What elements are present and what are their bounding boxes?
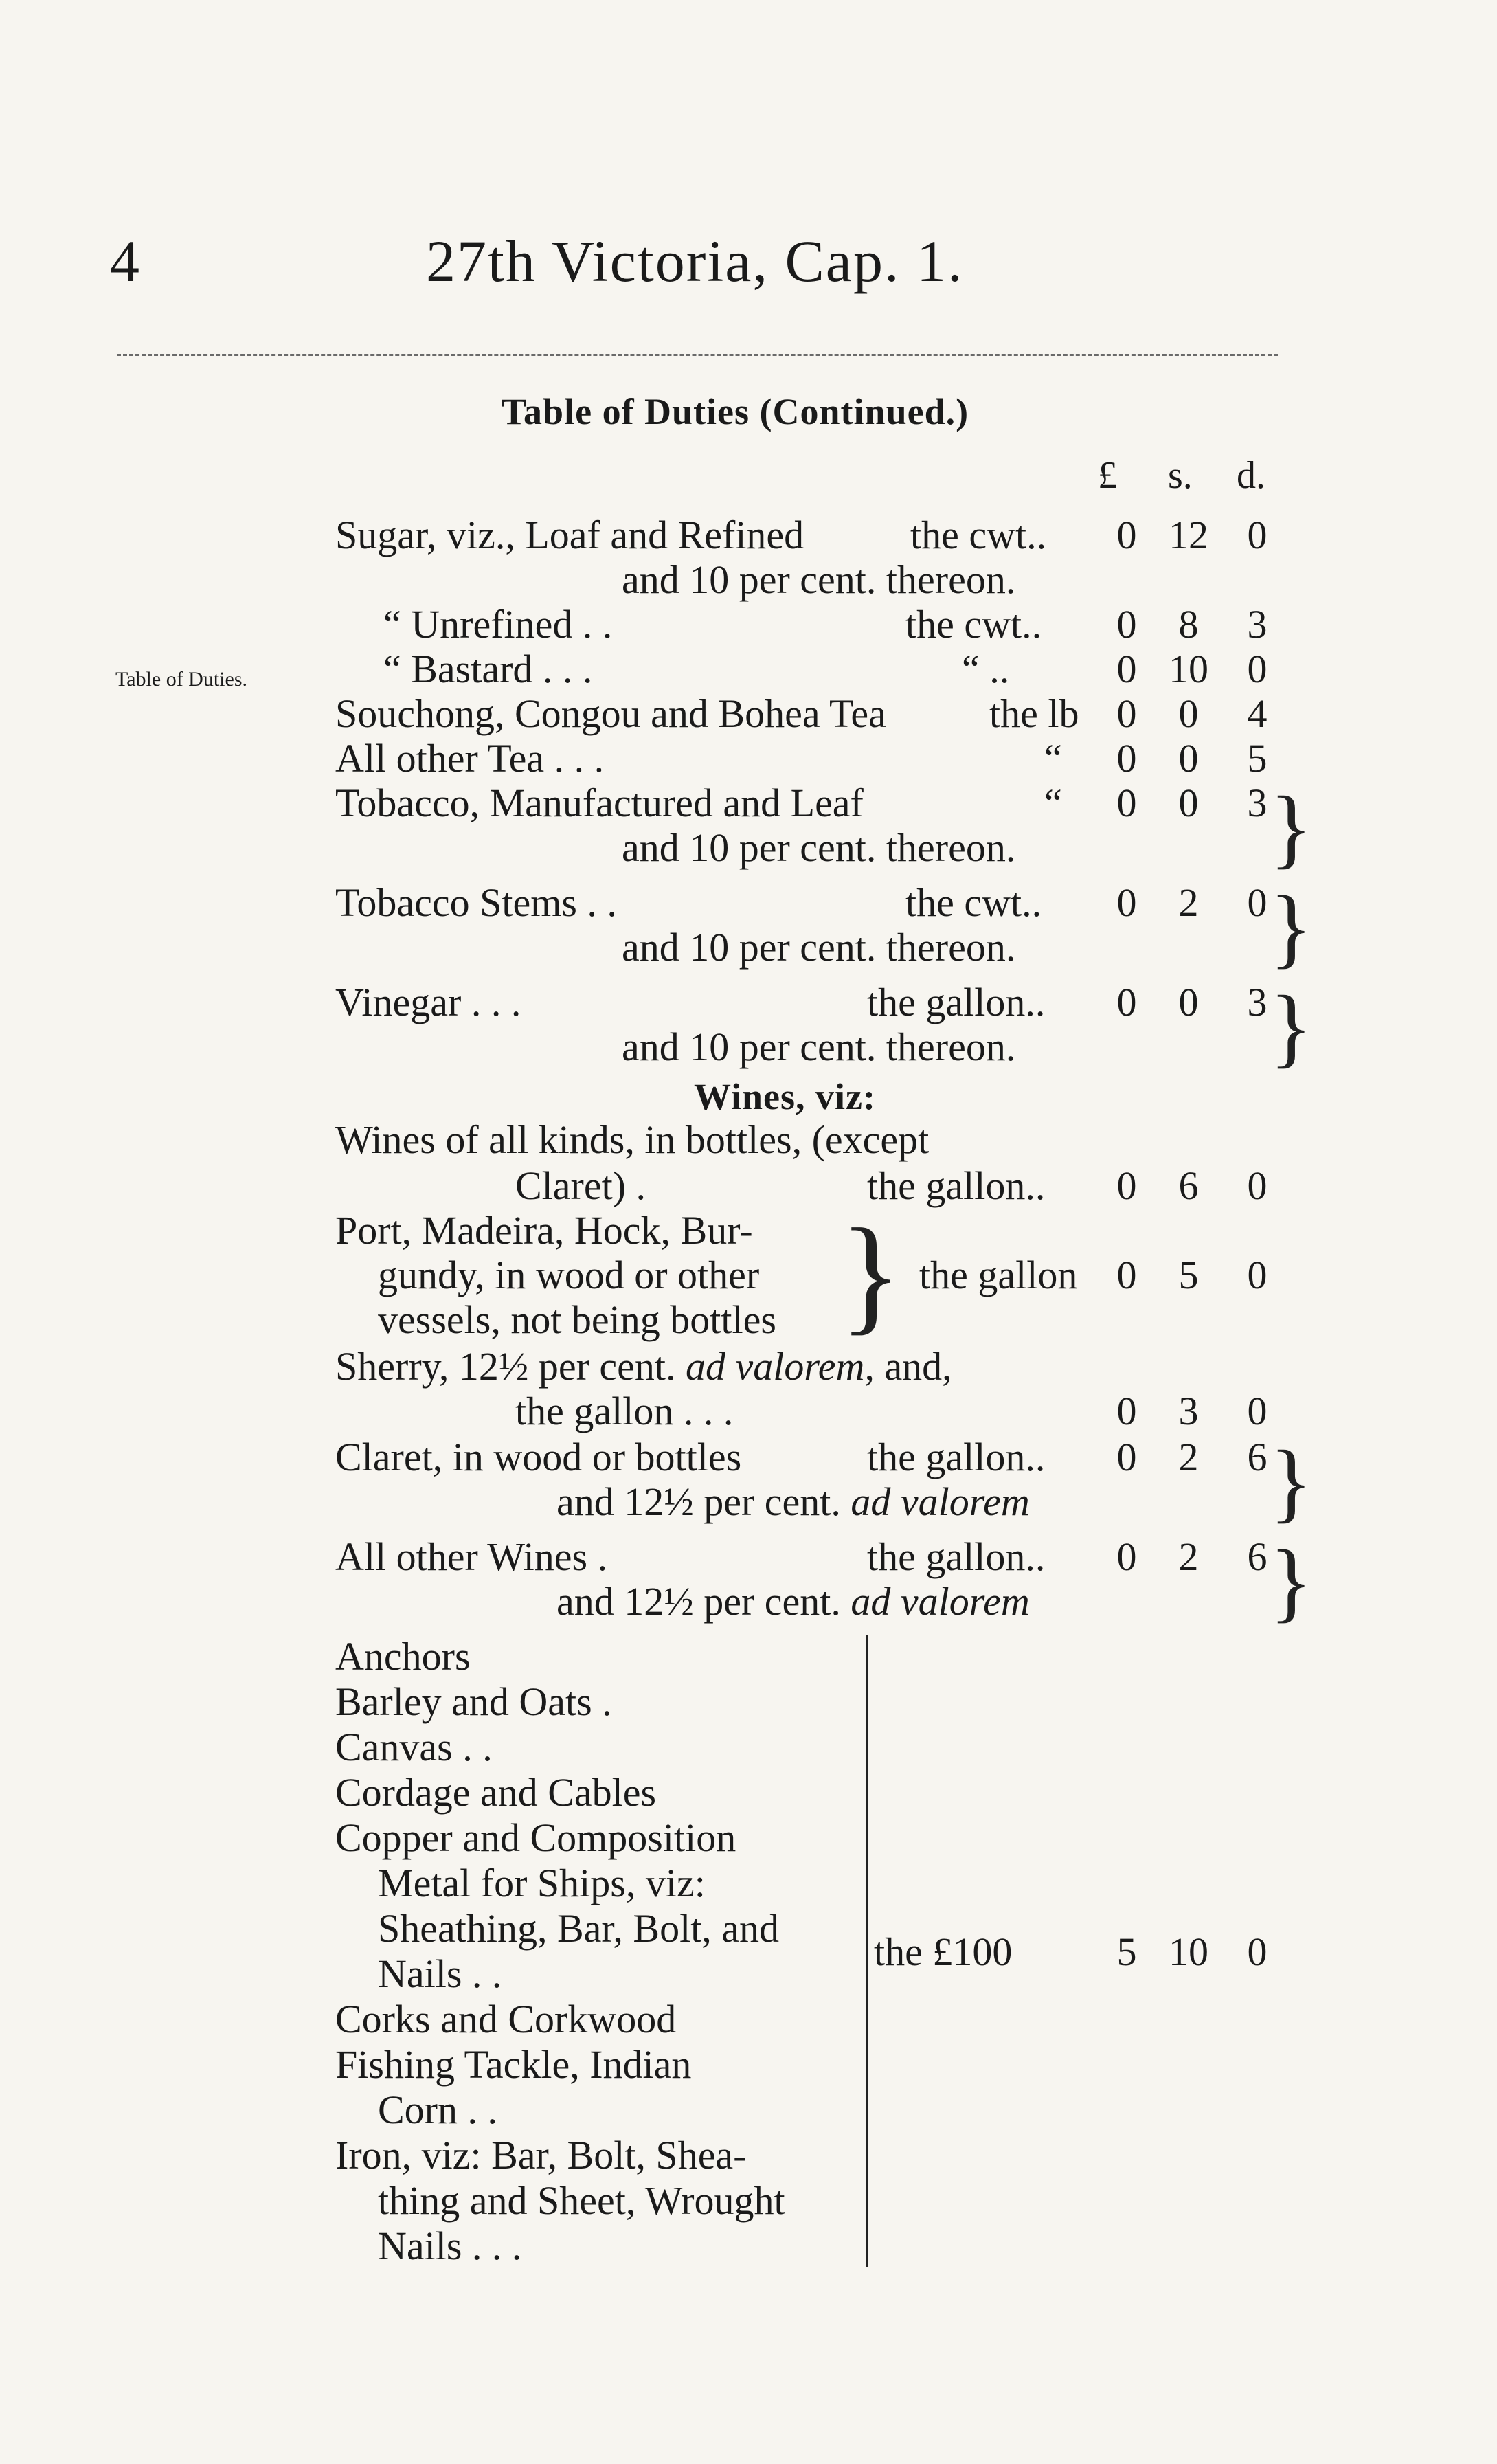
wine-shillings: 6 (1178, 1163, 1199, 1208)
group-item: Corn . . (378, 2087, 497, 2132)
entry-pence: 0 (1247, 880, 1268, 925)
entry-shillings: 12 (1169, 513, 1208, 557)
wine-pounds: 0 (1116, 1389, 1137, 1433)
wine-extra (556, 1579, 1030, 1624)
entry-item: Sugar, viz., Loaf and Refined (335, 513, 804, 557)
col-head-pence: d. (1237, 454, 1265, 497)
group-item: Corks and Corkwood (335, 1997, 677, 2041)
group-item: Nails . . . (378, 2224, 522, 2268)
entry-pence: 3 (1247, 602, 1268, 647)
entry-shillings: 0 (1178, 980, 1199, 1024)
entry-shillings: 8 (1178, 602, 1199, 647)
wine-item: the gallon . . . (515, 1389, 734, 1433)
group-item: Sheathing, Bar, Bolt, and (378, 1906, 780, 1951)
right-brace: } (1270, 779, 1313, 877)
wine-pounds: 0 (1116, 1253, 1137, 1297)
sherry-ad-valorem: ad valorem, (686, 1344, 875, 1389)
entry-extra: and 10 per cent. thereon. (622, 1024, 1016, 1069)
group-pounds: 5 (1116, 1929, 1137, 1974)
entry-item: Souchong, Congou and Bohea Tea (335, 691, 886, 736)
wine-item: gundy, in wood or other (378, 1253, 760, 1297)
entry-item: All other Tea . . . (335, 736, 605, 781)
wine-item: Port, Madeira, Hock, Bur- (335, 1208, 753, 1253)
group-item: Fishing Tackle, Indian (335, 2042, 692, 2087)
wine-item: vessels, not being bottles (378, 1297, 776, 1342)
wine-item: Claret) . (515, 1163, 646, 1208)
entry-item: “ Bastard . . . (383, 647, 593, 691)
wine-shillings: 3 (1178, 1389, 1199, 1433)
entry-unit: the gallon.. (867, 980, 1046, 1024)
wine-extra (556, 1479, 1030, 1524)
entry-extra: and 10 per cent. thereon. (622, 557, 1016, 602)
entry-pounds: 0 (1116, 736, 1137, 781)
entry-pounds: 0 (1116, 781, 1137, 825)
wine-pence: 0 (1247, 1253, 1268, 1297)
entry-unit: “ .. (962, 647, 1010, 691)
entry-unit: the cwt.. (905, 602, 1042, 647)
entry-unit: “ (1044, 736, 1062, 781)
margin-note: Table of Duties. (115, 668, 248, 691)
running-title: 27th Victoria, Cap. 1. (426, 228, 964, 294)
group-item: Iron, viz: Bar, Bolt, Shea- (335, 2133, 747, 2177)
sherry-and: and, (884, 1344, 952, 1389)
right-brace: } (840, 1202, 903, 1347)
group-item: thing and Sheet, Wrought (378, 2178, 785, 2223)
wine-pounds: 0 (1116, 1435, 1137, 1479)
right-brace: } (1270, 878, 1313, 977)
entry-unit: the cwt.. (910, 513, 1047, 557)
wine-unit: the gallon.. (867, 1435, 1046, 1479)
right-brace: } (1270, 1433, 1313, 1532)
entry-pence: 4 (1247, 691, 1268, 736)
wine-pence: 0 (1247, 1163, 1268, 1208)
group-item: Nails . . (378, 1951, 502, 1996)
right-brace: } (1270, 978, 1313, 1077)
wine-shillings: 5 (1178, 1253, 1199, 1297)
entry-pounds: 0 (1116, 980, 1137, 1024)
entry-unit: the lb (989, 691, 1079, 736)
wine-unit: the gallon (919, 1253, 1078, 1297)
entry-pence: 0 (1247, 513, 1268, 557)
wine-shillings: 2 (1178, 1435, 1199, 1479)
entry-unit: “ (1044, 781, 1062, 825)
sherry-text: Sherry, 12½ per cent. (335, 1344, 676, 1389)
entry-pounds: 0 (1116, 513, 1137, 557)
wine-item: All other Wines . (335, 1534, 608, 1579)
claret-ad-valorem: ad valorem (851, 1479, 1030, 1524)
entry-item: Tobacco Stems . . (335, 880, 617, 925)
entry-pounds: 0 (1116, 647, 1137, 691)
wine-unit: the gallon.. (867, 1163, 1046, 1208)
entry-shillings: 0 (1178, 691, 1199, 736)
entry-shillings: 10 (1169, 647, 1208, 691)
wine-pence: 0 (1247, 1389, 1268, 1433)
entry-extra: and 10 per cent. thereon. (622, 925, 1016, 970)
group-item: Canvas . . (335, 1725, 493, 1769)
wines-heading: Wines, viz: (694, 1076, 876, 1117)
col-head-shillings: s. (1168, 454, 1193, 497)
wine-item: Claret, in wood or bottles (335, 1435, 742, 1479)
entry-item: Tobacco, Manufactured and Leaf (335, 781, 864, 825)
entry-item: “ Unrefined . . (383, 602, 613, 647)
group-shillings: 10 (1169, 1929, 1208, 1974)
wine-unit: the gallon.. (867, 1534, 1046, 1579)
entry-extra: and 10 per cent. thereon. (622, 825, 1016, 870)
col-head-pounds: £ (1098, 454, 1117, 497)
right-brace: } (1270, 1532, 1313, 1631)
entry-pence: 3 (1247, 781, 1268, 825)
group-item: Barley and Oats . (335, 1679, 612, 1724)
wine-pounds: 0 (1116, 1163, 1137, 1208)
entry-unit: the cwt.. (905, 880, 1042, 925)
group-item: Metal for Ships, viz: (378, 1861, 706, 1905)
entry-pence: 0 (1247, 647, 1268, 691)
other-ad-valorem: ad valorem (851, 1579, 1030, 1624)
entry-shillings: 0 (1178, 781, 1199, 825)
entry-pounds: 0 (1116, 880, 1137, 925)
group-item: Copper and Composition (335, 1815, 736, 1860)
group-pence: 0 (1247, 1929, 1268, 1974)
wine-item (335, 1344, 952, 1389)
entry-pence: 5 (1247, 736, 1268, 781)
wine-shillings: 2 (1178, 1534, 1199, 1579)
group-bracket (852, 1635, 868, 2267)
claret-extra-text: and 12½ per cent. (556, 1479, 841, 1524)
entry-pence: 3 (1247, 980, 1268, 1024)
group-item: Anchors (335, 1634, 471, 1679)
header-rule (117, 354, 1278, 356)
wine-item: Wines of all kinds, in bottles, (except (335, 1117, 930, 1162)
entry-shillings: 2 (1178, 880, 1199, 925)
table-title: Table of Duties (Continued.) (502, 391, 969, 432)
page-number: 4 (110, 228, 139, 294)
entry-pounds: 0 (1116, 602, 1137, 647)
group-item: Cordage and Cables (335, 1770, 657, 1815)
entry-pounds: 0 (1116, 691, 1137, 736)
other-extra-text: and 12½ per cent. (556, 1579, 841, 1624)
group-unit: the £100 (874, 1929, 1013, 1974)
wine-pence: 6 (1247, 1534, 1268, 1579)
wine-pence: 6 (1247, 1435, 1268, 1479)
entry-shillings: 0 (1178, 736, 1199, 781)
wine-pounds: 0 (1116, 1534, 1137, 1579)
entry-item: Vinegar . . . (335, 980, 521, 1024)
